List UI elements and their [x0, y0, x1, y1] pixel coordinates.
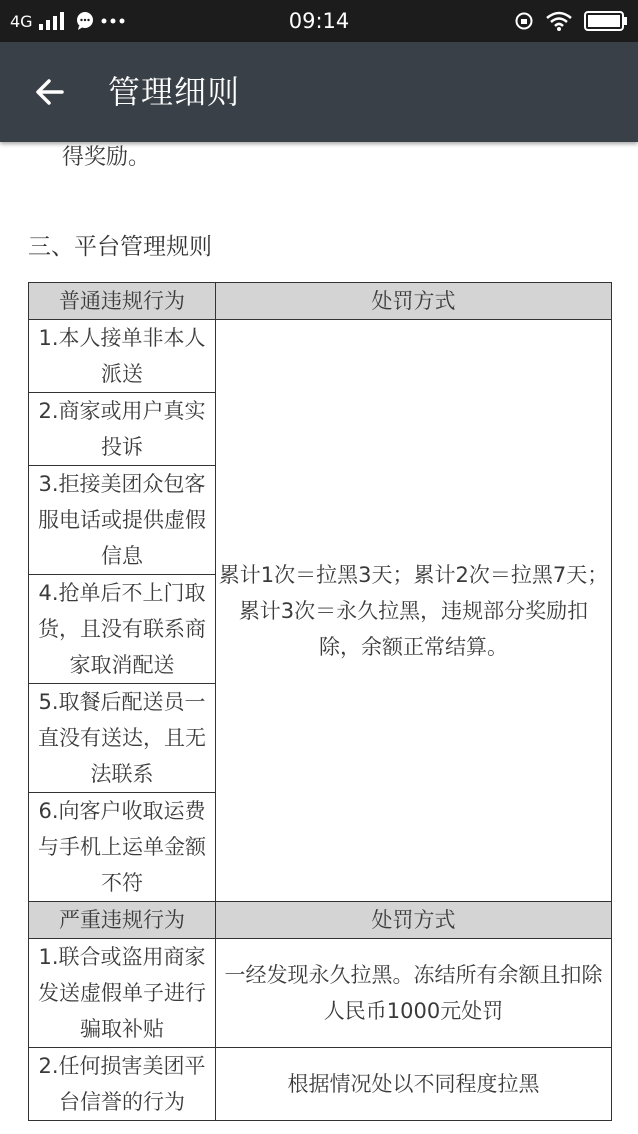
- violation-cell: 4.抢单后不上门取货，且没有联系商家取消配送: [29, 575, 216, 684]
- status-time: 09:14: [288, 9, 350, 33]
- violation-cell: 1.本人接单非本人派送: [29, 320, 216, 393]
- battery-icon: [584, 11, 628, 31]
- serious-violation-header: 严重违规行为: [29, 902, 216, 939]
- status-right: [514, 0, 628, 42]
- section-heading: 三、平台管理规则: [28, 234, 212, 260]
- back-button[interactable]: [28, 70, 72, 114]
- violation-cell: 2.任何损害美团平台信誉的行为: [29, 1048, 216, 1121]
- rules-table: [28, 282, 612, 1121]
- ordinary-violation-header: 普通违规行为: [29, 283, 216, 320]
- status-bar: [0, 0, 638, 42]
- wifi-icon: [546, 11, 572, 31]
- table-row: [29, 1048, 612, 1121]
- rules-content[interactable]: [0, 142, 638, 1134]
- page-title: 管理细则: [108, 73, 241, 111]
- violation-cell: 5.取餐后配送员一直没有送达，且无法联系: [29, 684, 216, 793]
- rotation-lock-icon: [514, 11, 534, 31]
- penalty-cell: 一经发现永久拉黑。冻结所有余额且扣除人民币1000元处罚: [216, 939, 612, 1048]
- table-row: [29, 320, 612, 393]
- table-header-row: [29, 283, 612, 320]
- network-type: 4G: [10, 11, 33, 31]
- ordinary-penalty-cell: 累计1次＝拉黑3天；累计2次＝拉黑7天；累计3次＝永久拉黑，违规部分奖励扣除，余额正常结算。: [216, 320, 612, 902]
- serious-penalty-header: 处罚方式: [216, 902, 612, 939]
- penalty-cell: 根据情况处以不同程度拉黑: [216, 1048, 612, 1121]
- violation-cell: 1.联合或盗用商家发送虚假单子进行骗取补贴: [29, 939, 216, 1048]
- table-header-row: [29, 902, 612, 939]
- ordinary-penalty-header: 处罚方式: [216, 283, 612, 320]
- partial-text-line: 得奖励。: [62, 145, 151, 170]
- violation-cell: 6.向客户收取运费与手机上运单金额不符: [29, 793, 216, 902]
- app-bar: [0, 42, 638, 142]
- table-row: [29, 939, 612, 1048]
- violation-cell: 3.拒接美团众包客服电话或提供虚假信息: [29, 466, 216, 575]
- arrow-left-icon: [34, 76, 66, 108]
- violation-cell: 2.商家或用户真实投诉: [29, 393, 216, 466]
